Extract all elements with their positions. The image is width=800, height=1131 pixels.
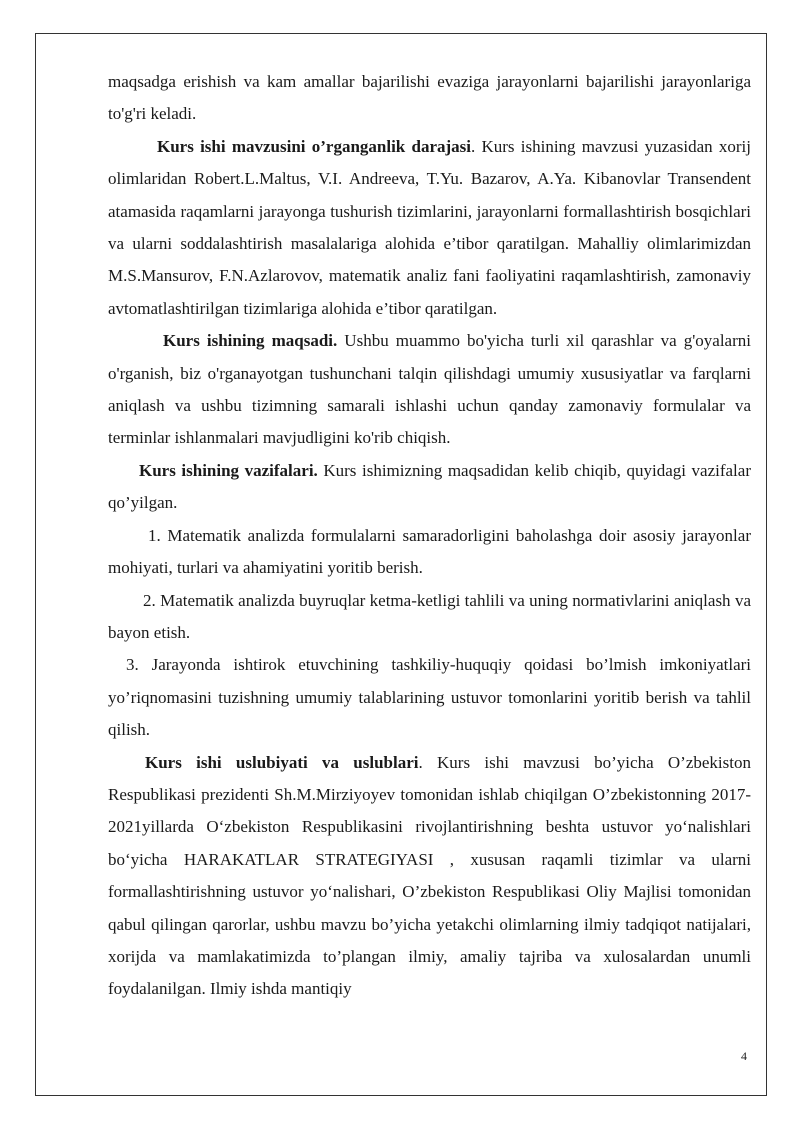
methods-heading: Kurs ishi uslubiyati va uslublari	[145, 752, 419, 772]
methods-text: . Kurs ishi mavzusi bo’yicha O’zbekiston Respublikasi prezidenti Sh.M.Mirziyoyev tomonidan ishlab chiqilgan O’zbekistonning 2017-2021yillarda O‘zbekiston Respublikasini rivojlantirishning beshta ustuvor yo‘nalishlari bo‘yicha HARAKATLAR STRATEGIYASI , xususan raqamli tizimlar va ularni formallashtirishning ustuvor yo‘nalishari, O’zbekiston Respublikasi Oliy Majlisi tomonidan qabul qilingan qarorlar, ushbu mavzu bo’yicha yetakchi olimlarning ilmiy tadqiqot natijalari, xorijda va mamlakatimizda to’plangan ilmiy, amaliy tajriba va xulosalardan unumli foydalanilgan. Ilmiy ishda mantiqiy	[108, 752, 751, 999]
tasks-paragraph	[108, 455, 751, 520]
task-item-3: 3. Jarayonda ishtirok etuvchining tashkiliy-huquqiy qoidasi bo’lmish imkoniyatlari yo’riqnomasini tuzishning umumiy talablarining ustuvor tomonlarini yoritib berish va tahlil qilish.	[108, 655, 751, 740]
study-degree-heading: Kurs ishi mavzusini o’rganganlik darajasi	[157, 136, 471, 156]
intro-paragraph: maqsadga erishish va kam amallar bajarilishi evaziga jarayonlarni bajarilishi jarayonlariga to'g'ri keladi.	[108, 72, 751, 124]
goal-heading: Kurs ishining maqsadi.	[163, 331, 338, 351]
methods-paragraph	[108, 747, 751, 1006]
goal-paragraph	[108, 325, 751, 455]
tasks-text: Kurs ishimizning maqsadidan kelib chiqib, quyidagi vazifalar qo’yilgan.	[108, 460, 751, 513]
document-body	[108, 66, 751, 1006]
page-number: 4	[741, 1049, 747, 1063]
tasks-heading: Kurs ishining vazifalari.	[139, 460, 318, 480]
study-degree-text: . Kurs ishining mavzusi yuzasidan xorij olimlaridan Robert.L.Maltus, V.I. Andreeva, T.Yu. Bazarov, A.Ya. Kibanovlar Transendent atamasida raqamlarni jarayonga tushurish tizimlarini, jarayonlarni formallashtirish bosqichlari va ularni soddalashtirish masalalariga alohida e’tibor qaratilgan. Mahalliy olimlarimizdan M.S.Mansurov, F.N.Azlarovov, matematik analiz fani faoliyatini raqamlashtirish, zamonaviy avtomatlashtirilgan tizimlariga alohida e’tibor qaratilgan.	[108, 136, 751, 318]
study-degree-paragraph	[108, 131, 751, 325]
task-item-2: 2. Matematik analizda buyruqlar ketma-ketligi tahlili va uning normativlarini aniqlash va bayon etish.	[108, 590, 751, 642]
task-item-1: 1. Matematik analizda formulalarni samaradorligini baholashga doir asosiy jarayonlar mohiyati, turlari va ahamiyatini yoritib berish.	[108, 525, 751, 578]
goal-text: Ushbu muammo bo'yicha turli xil qarashlar va g'oyalarni o'rganish, biz o'rganayotgan tushunchani talqin qilishdagi umumiy xususiyatlar va farqlarni aniqlash va ushbu tizimning samarali ishlashi uchun qanday zamonaviy formulalar va terminlar ishlanmalari mavjudligini ko'rib chiqish.	[108, 331, 751, 448]
